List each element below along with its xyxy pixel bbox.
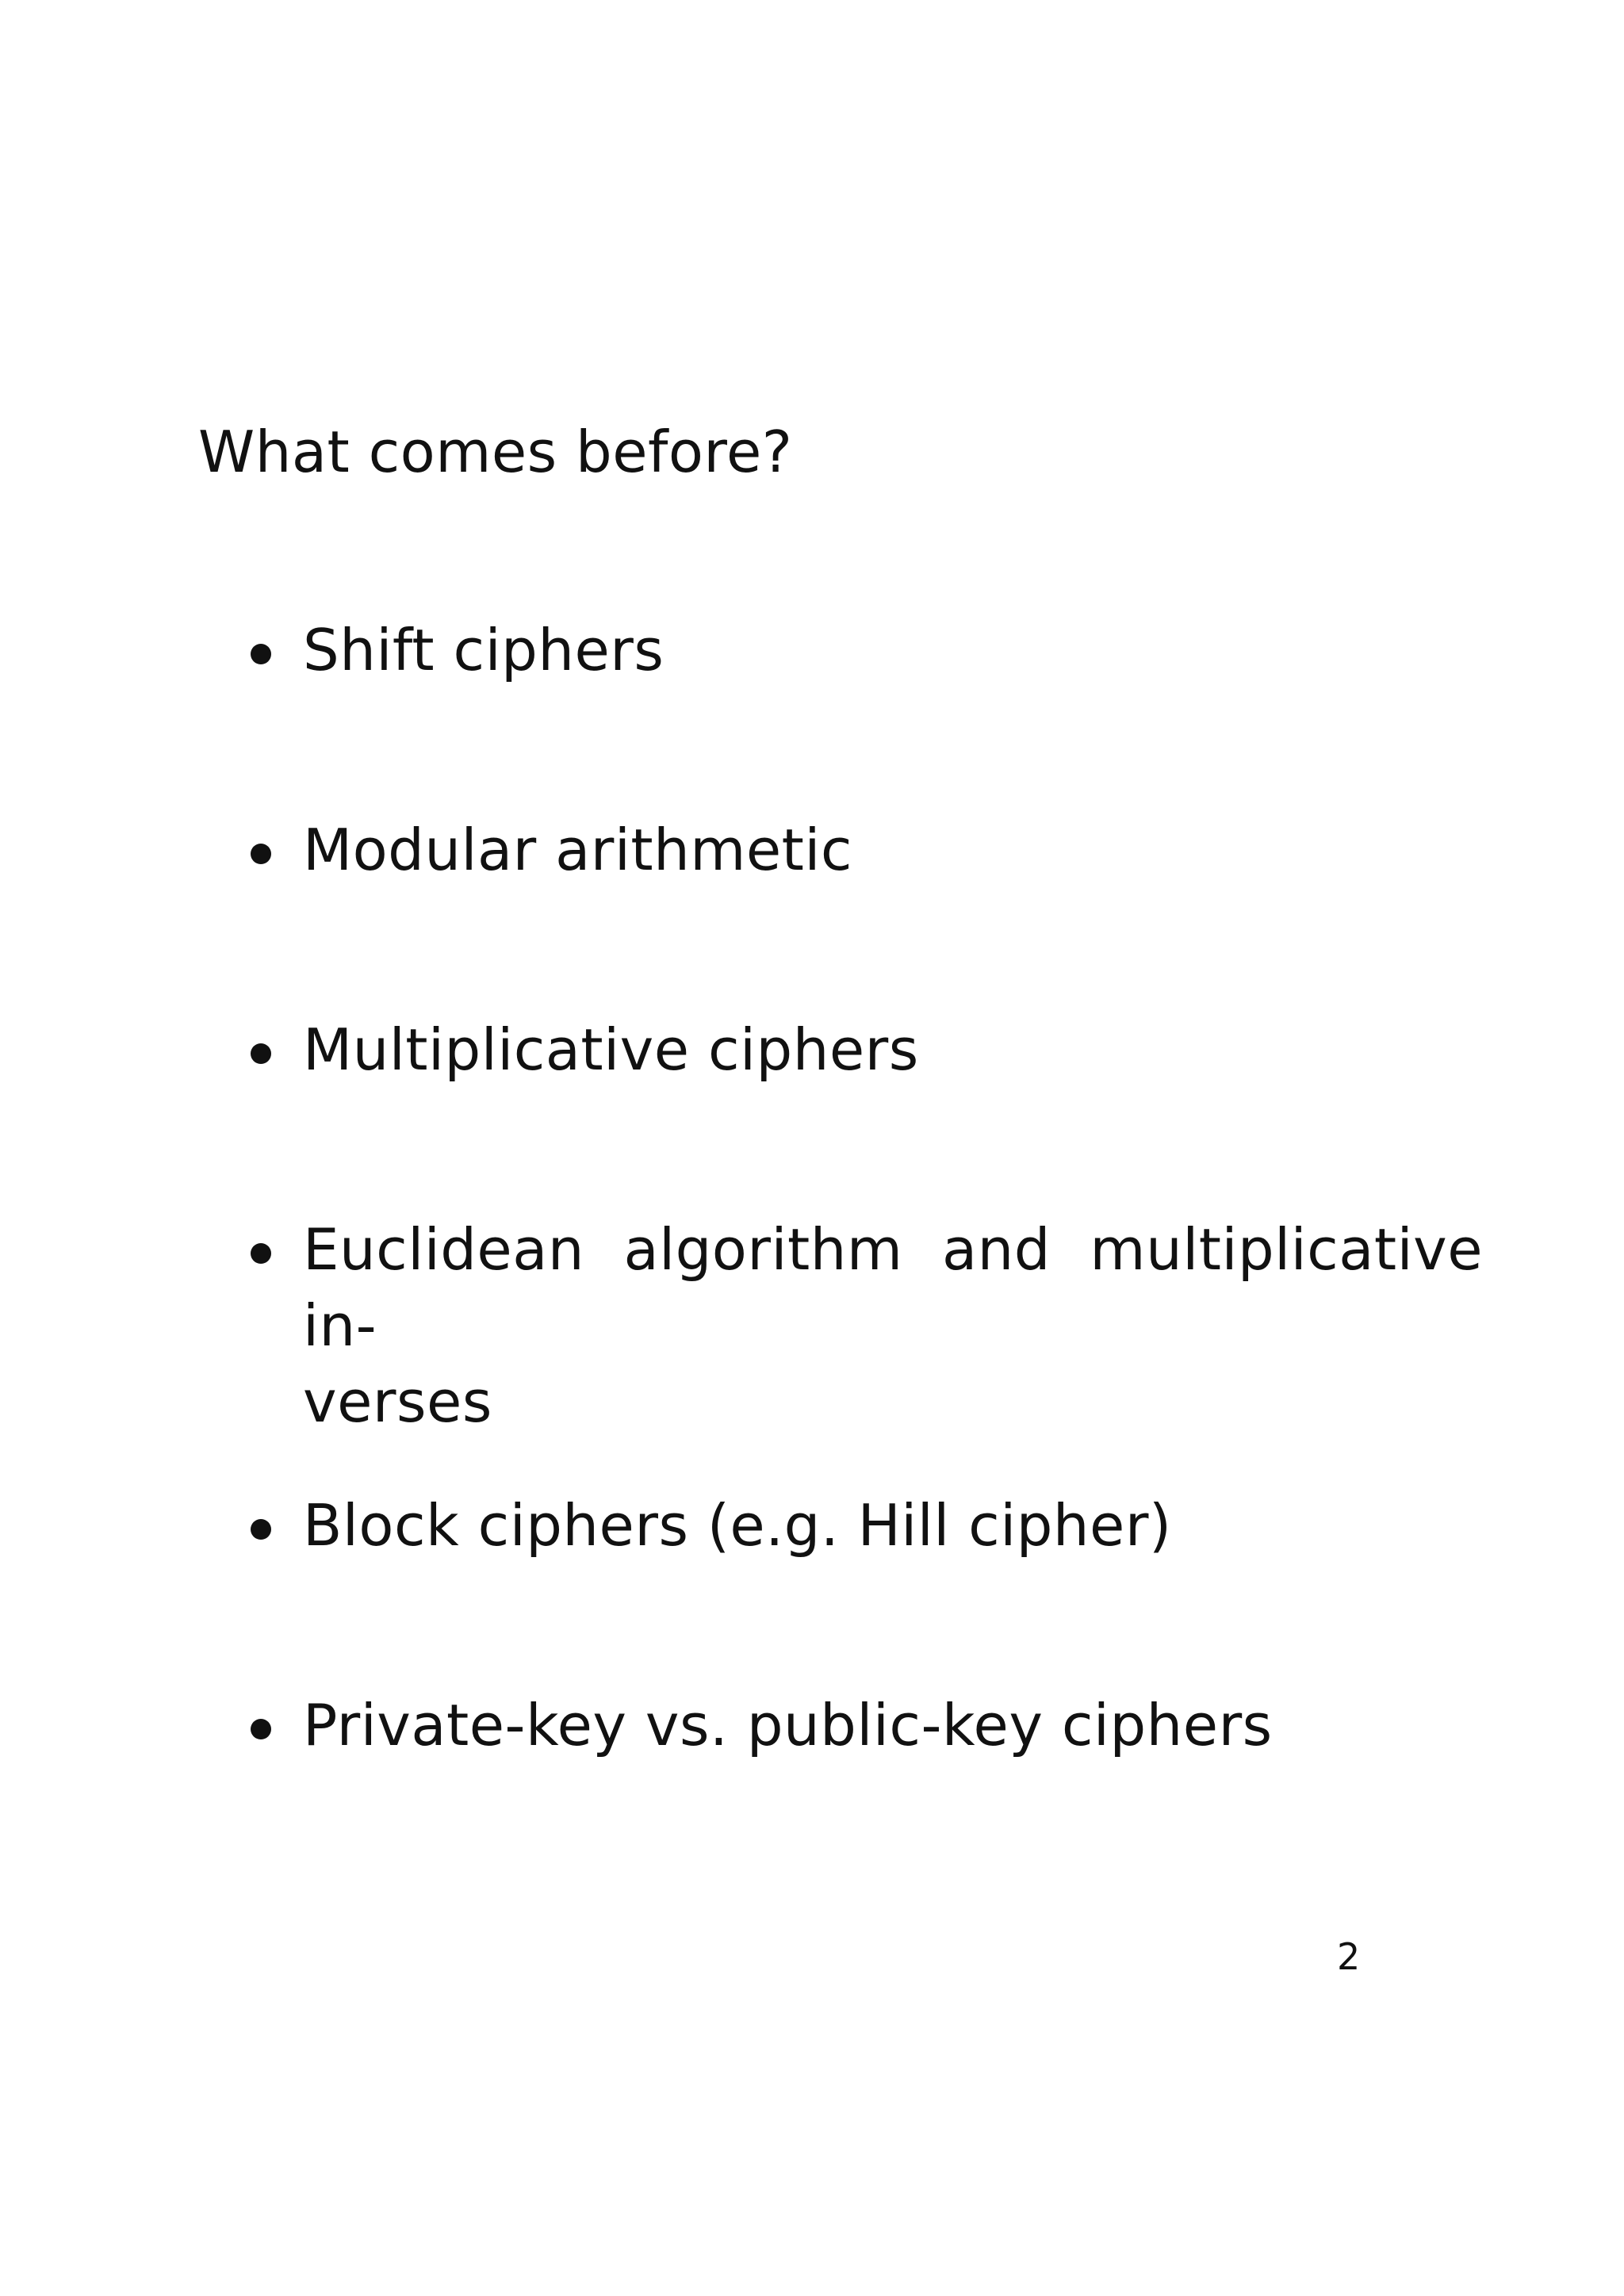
bullet-icon [251, 644, 271, 664]
bullet-icon [251, 1519, 271, 1540]
list-item-text: Modular arithmetic [303, 817, 852, 883]
list-item-text-line-2: verses [303, 1368, 492, 1435]
list-item-text: Multiplicative ciphers [303, 1016, 919, 1083]
bullet-icon [251, 844, 271, 864]
list-item-text: Block ciphers (e.g. Hill cipher) [303, 1492, 1172, 1559]
bullet-icon [251, 1719, 271, 1739]
list-item-text-line-1: Euclidean algorithm and multiplicative in- [303, 1216, 1483, 1359]
list-item-text [303, 1211, 1483, 1440]
list-item-text: Shift ciphers [303, 617, 665, 683]
bullet-icon [251, 1043, 271, 1064]
page-number: 2 [1337, 1935, 1361, 1978]
slide-heading: What comes before? [198, 419, 793, 485]
bullet-icon [251, 1243, 271, 1264]
list-item-text: Private-key vs. public-key ciphers [303, 1692, 1273, 1758]
